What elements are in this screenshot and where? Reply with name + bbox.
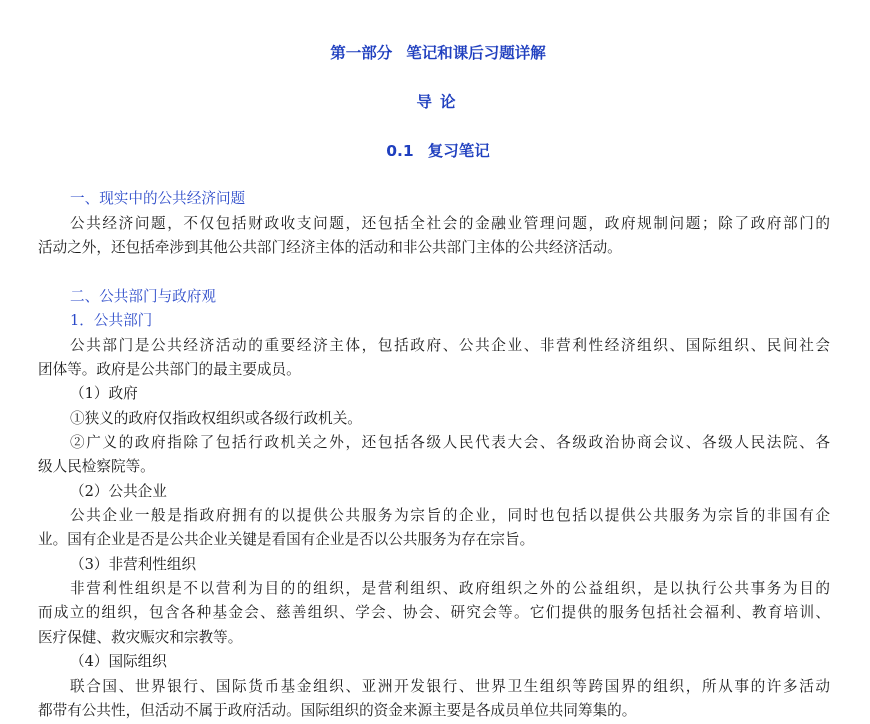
section-title (0, 141, 870, 161)
paragraph-line: 非营利性组织是不以营利为目的的组织，是营利组织、政府组织之外的公益组织，是以执行公共事务为目的 (70, 580, 830, 597)
item-heading-public-enterprise: （2）公共企业 (70, 483, 167, 500)
heading-public-economic-issues: 一、现实中的公共经济问题 (70, 190, 246, 207)
paragraph-line: 级人民检察院等。 (38, 458, 155, 475)
item-heading-nonprofit: （3）非营利性组织 (70, 556, 197, 573)
part-name: 笔记和课后习题详解 (406, 44, 546, 62)
paragraph-line: ①狭义的政府仅指政权组织或各级行政机关。 (70, 410, 362, 427)
paragraph-line: 团体等。政府是公共部门的最主要成员。 (38, 361, 301, 378)
item-heading-government: （1）政府 (70, 385, 138, 402)
paragraph-line: 公共企业一般是指政府拥有的以提供公共服务为宗旨的企业，同时也包括以提供公共服务为宗旨的非国有企 (70, 507, 830, 524)
paragraph-line: 公共部门是公共经济活动的重要经济主体，包括政府、公共企业、非营利性经济组织、国际组织、民间社会 (70, 337, 830, 354)
section-name: 复习笔记 (427, 142, 490, 160)
paragraph-line: 而成立的组织，包含各种基金会、慈善组织、学会、协会、研究会等。它们提供的服务包括社会福利、教育培训、 (38, 604, 830, 621)
paragraph-line: 都带有公共性，但活动不属于政府活动。国际组织的资金来源主要是各成员单位共同筹集的。 (38, 702, 637, 719)
part-title (0, 43, 870, 63)
chapter-title: 导论 (416, 93, 464, 111)
part-number: 第一部分 (330, 44, 393, 62)
paragraph-line: 活动之外，还包括牵涉到其他公共部门经济主体的活动和非公共部门主体的公共经济活动。 (38, 239, 622, 256)
paragraph-line: 联合国、世界银行、国际货币基金组织、亚洲开发银行、世界卫生组织等跨国界的组织，所从事的许多活动 (70, 678, 830, 695)
paragraph-line: 业。国有企业是否是公共企业关键是看国有企业是否以公共服务为存在宗旨。 (38, 531, 535, 548)
paragraph-line: 医疗保健、救灾赈灾和宗教等。 (38, 629, 243, 646)
paragraph-line: 公共经济问题，不仅包括财政收支问题，还包括全社会的金融业管理问题，政府规制问题；除了政府部门的 (70, 215, 830, 232)
heading-public-sector: 二、公共部门与政府观 (70, 288, 216, 305)
section-number: 0.1 (386, 142, 414, 160)
item-heading-international-org: （4）国际组织 (70, 653, 167, 670)
subheading-public-sector: 1．公共部门 (70, 312, 153, 329)
paragraph-line: ②广义的政府指除了包括行政机关之外，还包括各级人民代表大会、各级政治协商会议、各级人民法院、各 (70, 434, 830, 451)
